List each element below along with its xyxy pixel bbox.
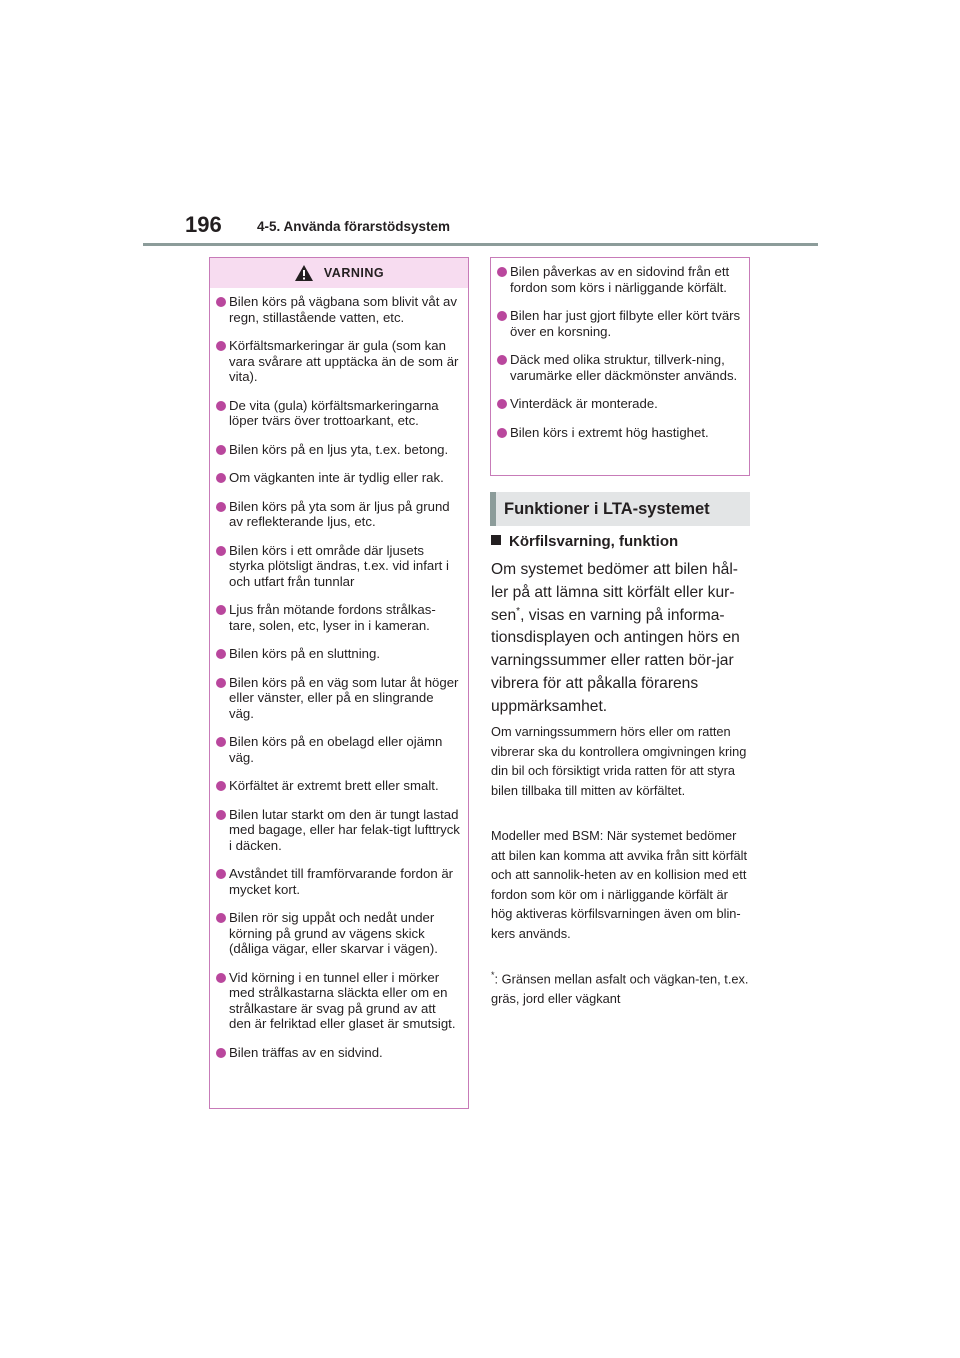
warning-item: Bilen körs på yta som är ljus på grund av reflekterande ljus, etc. <box>218 499 460 530</box>
warning-box <box>209 257 469 1109</box>
paragraph-bsm: Modeller med BSM: När systemet bedömer att bilen kan komma att avvika från sitt körfält och att sannolik-heten av en kollision med ett fordon som kör om i närliggande körfält är hög aktiveras körfilsvarningen även om blin-kers används. <box>491 828 748 941</box>
bullet-icon <box>497 267 507 277</box>
footnote-marker: * <box>516 605 521 617</box>
warning-triangle-icon <box>294 264 314 282</box>
bullet-icon <box>216 869 226 879</box>
paragraph-warning-response: Om varningssummern hörs eller om ratten vibrerar ska du kontrollera omgivningen kring din bil och försiktigt vrida ratten för att styra bilen tillbaka till mitten av körfältet. <box>491 724 747 798</box>
bullet-icon <box>216 737 226 747</box>
warning-item: Vinterdäck är monterade. <box>499 396 741 412</box>
warning-item: Körfältet är extremt brett eller smalt. <box>218 778 460 794</box>
bullet-icon <box>216 810 226 820</box>
bullet-icon <box>216 341 226 351</box>
warning-item: Om vägkanten inte är tydlig eller rak. <box>218 470 460 486</box>
bullet-icon <box>216 473 226 483</box>
bullet-icon <box>216 502 226 512</box>
bullet-icon <box>216 546 226 556</box>
warning-item: Bilen körs på en ljus yta, t.ex. betong. <box>218 442 460 458</box>
warning-item: Bilen träffas av en sidvind. <box>218 1045 460 1061</box>
warning-item: Bilen körs på vägbana som blivit våt av regn, stillastående vatten, etc. <box>218 294 460 325</box>
bullet-icon <box>216 297 226 307</box>
warning-item: Bilen körs på en sluttning. <box>218 646 460 662</box>
warning-item: Bilen har just gjort filbyte eller kört tvärs över en korsning. <box>499 308 741 339</box>
warning-item: Bilen rör sig uppåt och nedåt under körning på grund av vägens skick (dåliga vägar, eller skarvar i vägen). <box>218 910 460 957</box>
warning-item: Bilen körs i ett område där ljusets styrka plötsligt ändras, t.ex. vid infart i och utfart från tunnlar <box>218 543 460 590</box>
bullet-icon <box>216 973 226 983</box>
warning-item: Körfältsmarkeringar är gula (som kan vara svårare att upptäcka än de som är vita). <box>218 338 460 385</box>
bullet-icon <box>216 649 226 659</box>
section-header: 4-5. Använda förarstödsystem <box>257 219 451 234</box>
warning-title: VARNING <box>323 266 385 280</box>
lta-heading: Funktioner i LTA-systemet <box>490 492 750 526</box>
bullet-icon <box>216 781 226 791</box>
warning-continued-box <box>490 257 750 476</box>
subheading: Körfilsvarning, funktion <box>491 533 678 550</box>
warning-item: Bilen körs på en obelagd eller ojämn väg. <box>218 734 460 765</box>
main-paragraph: Om systemet bedömer att bilen hål-ler på att lämna sitt körfält eller kur-sen*, visas en varning på informa-tionsdisplayen och antingen hörs en varningssummer eller ratten bör-jar vibrera för att påkalla förarens uppmärksamhet. <box>491 561 740 715</box>
bullet-icon <box>497 355 507 365</box>
warning-item: Bilen påverkas av en sidovind från ett fordon som körs i närliggande körfält. <box>499 264 741 295</box>
warning-list <box>210 288 468 1060</box>
warning-item: Bilen körs på en väg som lutar åt höger eller vänster, eller på en slingrande väg. <box>218 675 460 722</box>
bullet-icon <box>497 428 507 438</box>
warning-item: Däck med olika struktur, tillverk-ning, varumärke eller däckmönster används. <box>499 352 741 383</box>
bullet-icon <box>216 678 226 688</box>
warning-title-bar <box>210 258 468 288</box>
bullet-icon <box>216 1048 226 1058</box>
square-bullet-icon <box>491 535 501 545</box>
page-number: 196 <box>185 212 222 237</box>
bullet-icon <box>216 401 226 411</box>
warning-continued-list <box>491 258 749 440</box>
warning-item: Avståndet till framförvarande fordon är mycket kort. <box>218 866 460 897</box>
bullet-icon <box>216 913 226 923</box>
bullet-icon <box>216 445 226 455</box>
footnote: *: Gränsen mellan asfalt och vägkan-ten, t.ex. gräs, jord eller vägkant <box>491 970 749 1006</box>
warning-item: Bilen lutar starkt om den är tungt lastad med bagage, eller har felak-tigt lufttryck i däcken. <box>218 807 460 854</box>
warning-item: Vid körning i en tunnel eller i mörker med strålkastarna släckta eller om en strålkastare är svag på grund av att den är felriktad eller glaset är smutsigt. <box>218 970 460 1032</box>
bullet-icon <box>216 605 226 615</box>
warning-item: De vita (gula) körfältsmarkeringarna löper tvärs över trottoarkant, etc. <box>218 398 460 429</box>
warning-item: Bilen körs i extremt hög hastighet. <box>499 425 741 441</box>
bullet-icon <box>497 311 507 321</box>
warning-item: Ljus från mötande fordons strålkas-tare, solen, etc, lyser in i kameran. <box>218 602 460 633</box>
header-rule <box>143 243 818 246</box>
bullet-icon <box>497 399 507 409</box>
